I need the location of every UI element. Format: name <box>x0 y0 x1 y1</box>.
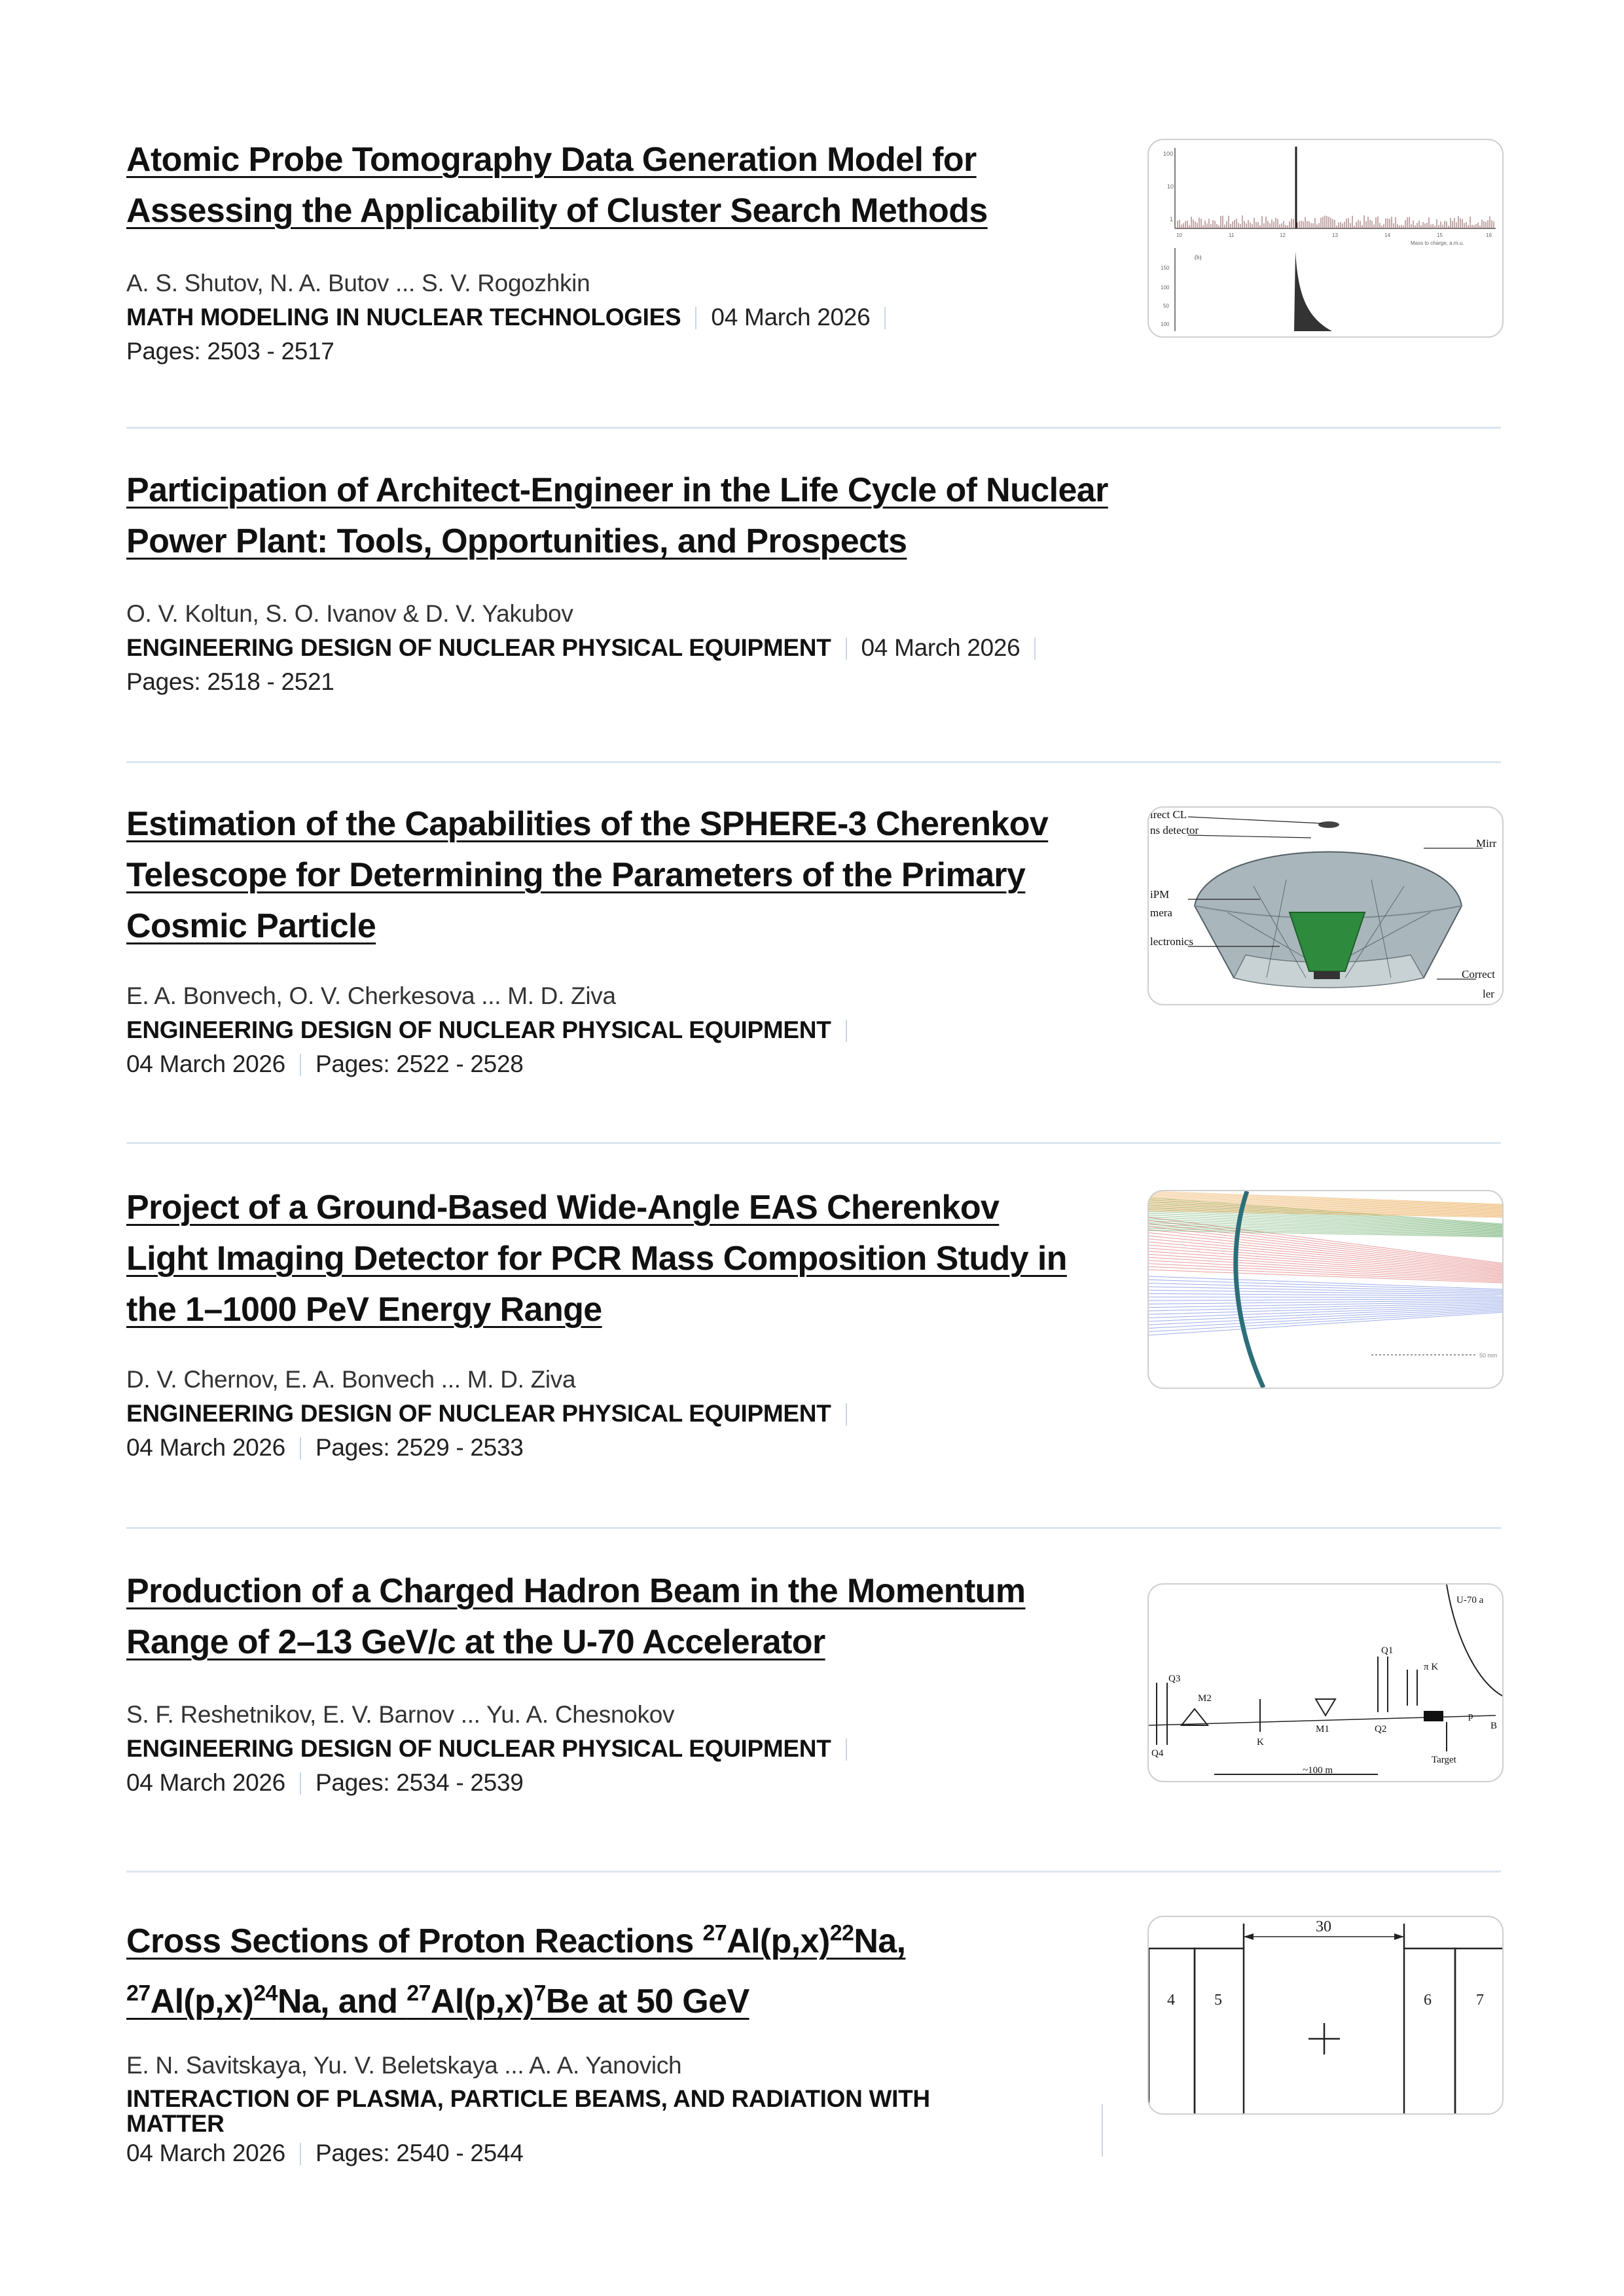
article-meta <box>126 266 1121 368</box>
divider <box>126 427 1501 429</box>
separator <box>884 307 886 329</box>
article-authors: O. V. Koltun, S. O. Ivanov & D. V. Yakubov <box>126 600 573 627</box>
x-tick: 13 <box>1332 232 1338 238</box>
diagram-label: Q2 <box>1375 1724 1387 1734</box>
diagram-label: iPM <box>1150 888 1170 901</box>
separator <box>695 307 696 329</box>
article-meta <box>126 2049 1121 2170</box>
diagram-label: Target <box>1432 1755 1456 1765</box>
article-authors: D. V. Chernov, E. A. Bonvech ... M. D. Ziva <box>126 1366 576 1393</box>
lens-arc <box>1236 1191 1263 1388</box>
article-item <box>126 134 1501 383</box>
page-range: Pages: 2522 - 2528 <box>315 1050 524 1077</box>
peak-shape <box>1294 251 1332 331</box>
block-label: 6 <box>1424 1992 1432 2009</box>
diagram-label: M2 <box>1198 1693 1212 1704</box>
diagram-label: Q3 <box>1168 1674 1181 1684</box>
scale-label: 50 mm <box>1479 1352 1498 1359</box>
ray-trace-diagram <box>1149 1191 1502 1388</box>
article-title-line: Telescope for Determining the Parameters of the Primary <box>126 856 1026 894</box>
article-title-link[interactable] <box>126 1182 1187 1335</box>
diagram-label: π K <box>1424 1662 1439 1672</box>
separator <box>846 1738 847 1761</box>
x-tick: 10 <box>1176 232 1182 238</box>
title-text: Na, <box>854 1922 906 1960</box>
journal-name-line: MATTER <box>126 2110 225 2137</box>
article-title-link[interactable] <box>126 465 1305 567</box>
mass-number: 22 <box>829 1920 854 1946</box>
publish-date: 04 March 2026 <box>711 304 871 331</box>
separator <box>846 637 847 660</box>
article-authors: A. S. Shutov, N. A. Butov ... S. V. Rogozhkin <box>126 270 590 296</box>
article-authors: E. A. Bonvech, O. V. Cherkesova ... M. D. Ziva <box>126 982 616 1009</box>
beamline-schematic <box>1149 1585 1502 1781</box>
article-meta <box>126 1698 1121 1800</box>
publish-date: 04 March 2026 <box>861 634 1020 661</box>
divider <box>126 1527 1501 1529</box>
journal-name[interactable] <box>126 2087 1121 2136</box>
diagram-label: M1 <box>1316 1724 1329 1734</box>
separator <box>846 1403 847 1426</box>
article-title-line: Participation of Architect-Engineer in the Life Cycle of Nuclear <box>126 471 1108 509</box>
diagram-label: ~100 m <box>1303 1765 1333 1776</box>
article-title-line: Project of a Ground-Based Wide-Angle EAS Cherenkov <box>126 1189 1000 1227</box>
separator <box>1102 2104 1103 2157</box>
diagram-label: U-70 a <box>1456 1595 1484 1605</box>
publish-date: 04 March 2026 <box>126 1050 285 1077</box>
article-meta <box>126 597 1305 699</box>
mass-number: 27 <box>702 1920 727 1946</box>
page-range: Pages: 2503 - 2517 <box>126 338 334 365</box>
target-block <box>1424 1711 1443 1721</box>
article-thumbnail[interactable] <box>1147 806 1504 1005</box>
title-text: Al(p,x) <box>727 1922 830 1960</box>
mass-number: 27 <box>406 1981 431 2006</box>
article-item <box>126 465 1501 713</box>
block-label: 7 <box>1476 1992 1484 2009</box>
diagram-label: irect CL <box>1150 808 1187 821</box>
article-title-line: Power Plant: Tools, Opportunities, and Prospects <box>126 522 907 560</box>
axis-tick: 100 <box>1161 321 1170 327</box>
diagram-label: Q1 <box>1381 1645 1394 1656</box>
title-text: Cross Sections of Proton Reactions <box>126 1922 703 1960</box>
diagram-label: ler <box>1483 988 1494 1000</box>
publish-date: 04 March 2026 <box>126 2140 285 2166</box>
electronics-box <box>1314 971 1340 979</box>
publish-date: 04 March 2026 <box>126 1434 285 1461</box>
axis-tick: 1 <box>1170 216 1174 223</box>
spectrum-noise <box>1178 215 1494 228</box>
dimension-label: 30 <box>1316 1918 1331 1935</box>
light-rays <box>1149 1191 1502 1335</box>
x-tick: 15 <box>1437 232 1443 238</box>
article-title-line: Production of a Charged Hadron Beam in the Momentum <box>126 1572 1026 1610</box>
article-title-line: Estimation of the Capabilities of the SPHERE-3 Cherenkov <box>126 805 1049 843</box>
title-text: Al(p,x) <box>430 1982 534 2020</box>
article-title-line: the 1–1000 PeV Energy Range <box>126 1291 602 1329</box>
mass-number: 24 <box>253 1981 278 2006</box>
block-label: 4 <box>1167 1992 1175 2009</box>
journal-name[interactable]: ENGINEERING DESIGN OF NUCLEAR PHYSICAL EQUIPMENT <box>126 634 831 661</box>
divider <box>126 761 1501 763</box>
axis-tick: 100 <box>1161 285 1170 291</box>
diagram-label: p <box>1468 1711 1473 1721</box>
page-range: Pages: 2529 - 2533 <box>315 1434 524 1461</box>
article-authors: S. F. Reshetnikov, E. V. Barnov ... Yu. A. Chesnokov <box>126 1701 675 1728</box>
x-tick: 14 <box>1384 232 1390 238</box>
diagram-label: lectronics <box>1150 935 1194 948</box>
title-text: Na, and <box>277 1982 407 2020</box>
article-title-line: Atomic Probe Tomography Data Generation Model for <box>126 141 977 179</box>
diagram-label: Correct <box>1462 968 1495 980</box>
journal-name[interactable]: ENGINEERING DESIGN OF NUCLEAR PHYSICAL EQUIPMENT <box>126 1400 831 1427</box>
journal-name[interactable]: ENGINEERING DESIGN OF NUCLEAR PHYSICAL EQUIPMENT <box>126 1016 831 1043</box>
top-plot <box>1163 147 1496 246</box>
article-title-line: Light Imaging Detector for PCR Mass Composition Study in <box>126 1240 1067 1278</box>
diagram-label: ns detector <box>1150 824 1199 836</box>
article-title-line: Assessing the Applicability of Cluster Search Methods <box>126 192 988 230</box>
separator <box>300 2143 301 2165</box>
article-title-link[interactable] <box>126 1911 1187 2032</box>
target-layout <box>1149 1917 1502 2113</box>
title-text: Al(p,x) <box>150 1982 254 2020</box>
article-item <box>126 1566 1501 1827</box>
page-range: Pages: 2518 - 2521 <box>126 668 334 695</box>
article-item <box>126 1182 1501 1483</box>
separator <box>846 1020 847 1042</box>
publish-date: 04 March 2026 <box>126 1769 285 1796</box>
mass-number: 27 <box>126 1981 151 2006</box>
article-item <box>126 798 1501 1100</box>
article-title-line: Cosmic Particle <box>126 907 376 945</box>
mass-number: 7 <box>533 1981 546 2006</box>
article-meta <box>126 979 1121 1081</box>
article-thumbnail[interactable] <box>1147 1916 1504 2115</box>
axis-tick: 50 <box>1163 303 1169 309</box>
bottom-plot <box>1161 248 1332 331</box>
block-label: 5 <box>1214 1992 1222 2009</box>
top-detector <box>1318 821 1339 828</box>
diagram-label: mera <box>1150 906 1172 919</box>
separator <box>300 1437 301 1460</box>
separator <box>300 1054 301 1076</box>
panel-label: (b) <box>1195 254 1202 260</box>
telescope-diagram <box>1149 808 1502 1004</box>
page-range: Pages: 2540 - 2544 <box>315 2140 524 2166</box>
article-thumbnail[interactable] <box>1147 139 1504 338</box>
separator <box>1034 637 1036 660</box>
x-tick: 16 <box>1486 232 1492 238</box>
separator <box>300 1772 301 1795</box>
page-range: Pages: 2534 - 2539 <box>315 1769 524 1796</box>
diagram-label: K <box>1257 1737 1264 1748</box>
x-tick: 11 <box>1229 232 1235 238</box>
article-authors: E. N. Savitskaya, Yu. V. Beletskaya ... A. A. Yanovich <box>126 2052 682 2079</box>
axis-tick: 150 <box>1161 265 1170 271</box>
article-title-link[interactable] <box>126 134 1187 236</box>
article-title-link[interactable] <box>126 798 1187 952</box>
axis-tick: 10 <box>1167 183 1174 190</box>
x-axis-label: Mass to charge, a.m.u. <box>1411 240 1464 246</box>
article-thumbnail[interactable] <box>1147 1190 1504 1389</box>
diagram-label: Mirr <box>1476 837 1497 850</box>
title-text: Be at 50 GeV <box>545 1982 749 2020</box>
x-tick: 12 <box>1280 232 1286 238</box>
article-title-link[interactable] <box>126 1566 1187 1668</box>
article-meta <box>126 1363 1121 1465</box>
journal-name-line: INTERACTION OF PLASMA, PARTICLE BEAMS, AND RADIATION WITH <box>126 2085 930 2112</box>
divider <box>126 1871 1501 1873</box>
journal-name[interactable]: ENGINEERING DESIGN OF NUCLEAR PHYSICAL EQUIPMENT <box>126 1735 831 1762</box>
article-item <box>126 1911 1501 2186</box>
divider <box>126 1142 1501 1144</box>
axis-tick: 100 <box>1163 151 1174 157</box>
diagram-label: B <box>1490 1721 1498 1731</box>
diagram-label: Q4 <box>1151 1748 1164 1759</box>
journal-name[interactable]: MATH MODELING IN NUCLEAR TECHNOLOGIES <box>126 304 681 331</box>
article-thumbnail[interactable] <box>1147 1583 1504 1782</box>
article-title-line: Range of 2–13 GeV/c at the U-70 Accelerator <box>126 1623 825 1661</box>
mass-spectrum-plot <box>1149 140 1502 336</box>
